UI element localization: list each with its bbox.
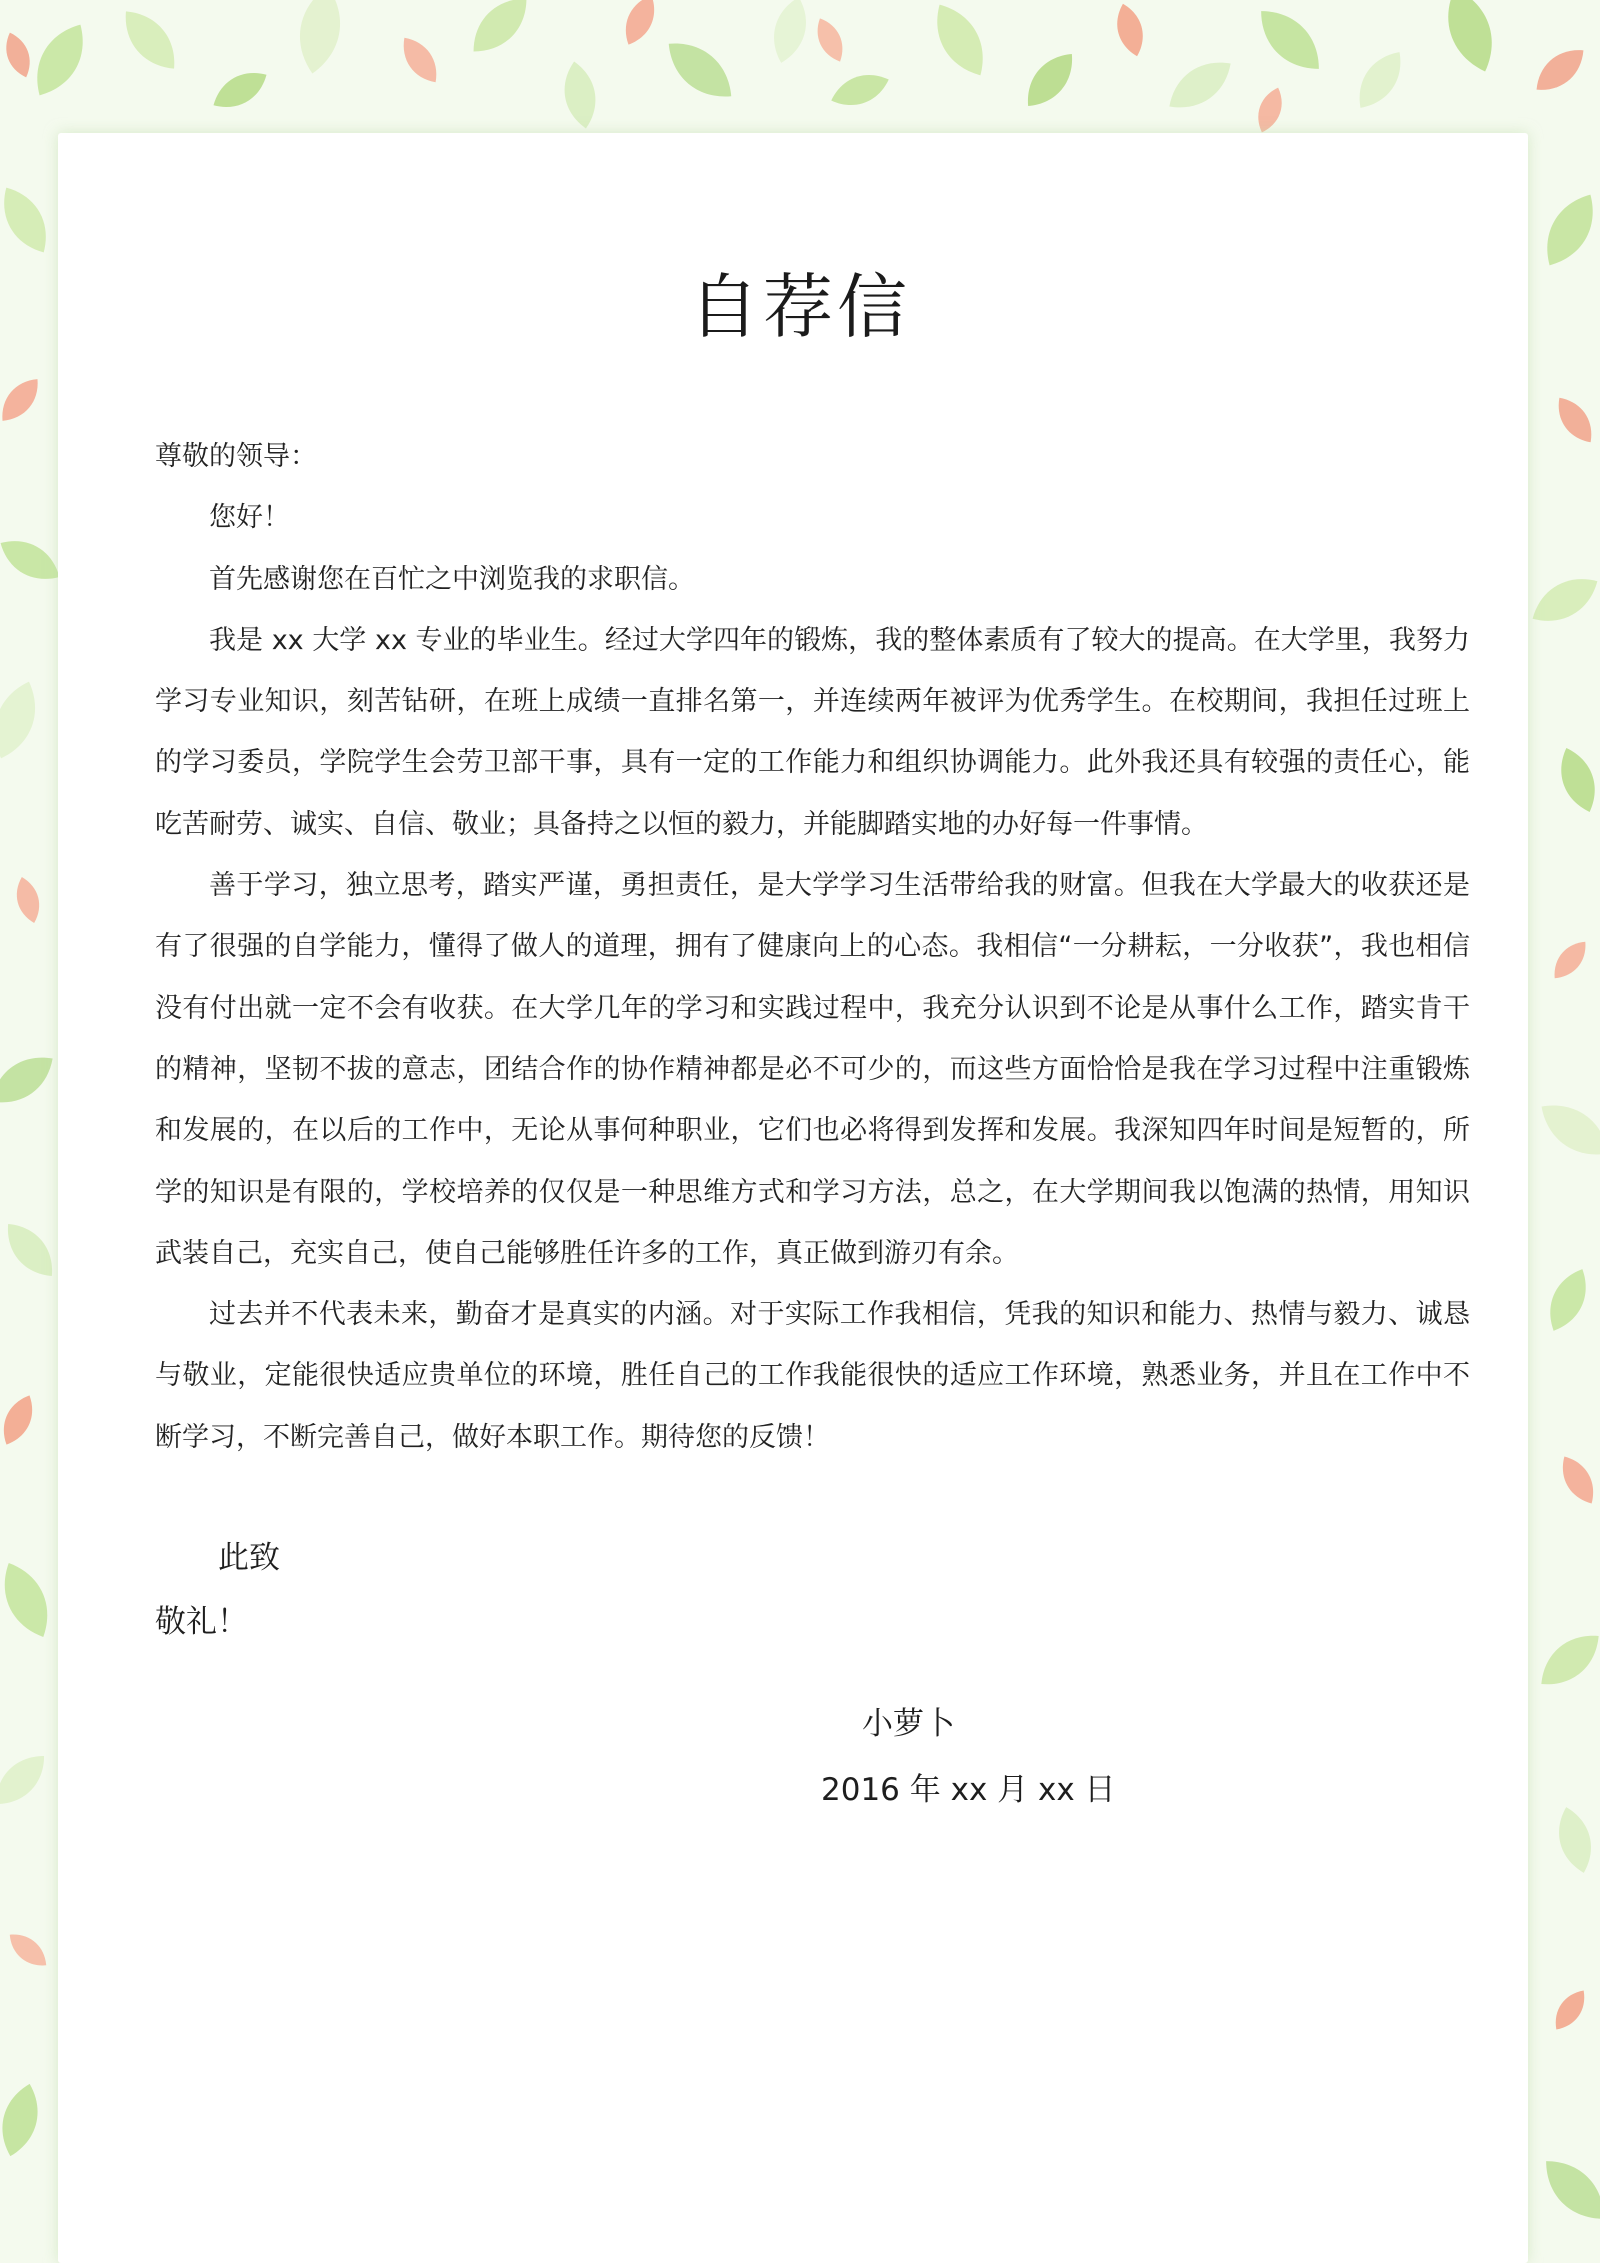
- closing-phrase: 此致: [218, 1540, 280, 1576]
- letter-title: 自荐信: [689, 266, 911, 348]
- greeting: 您好！: [209, 502, 290, 534]
- paragraph-abilities: 善于学习，独立思考，踏实严谨，勇担责任，是大学学习生活带给我的财富。但我在大学最大的收获还是有了很强的自学能力，懂得了做人的道理，拥有了健康向上的心态。我相信“一分耕耘，一分收获”，我也相信没有付出就一定不会有收获。在大学几年的学习和实践过程中，我充分认识到不论是从事什么工作，踏实肯干的精神，坚韧不拔的意志，团结合作的协作精神都是必不可少的，而这些方面恰恰是我在学习过程中注重锻炼和发展的，在以后的工作中，无论从事何种职业，它们也必将得到发挥和发展。我深知四年时间是短暂的，所学的知识是有限的，学校培养的仅仅是一种思维方式和学习方法，总之，在大学期间我以饱满的热情，用知识武装自己，充实自己，使自己能够胜任许多的工作，真正做到游刃有余。: [155, 870, 1470, 1269]
- signature: 小萝卜: [862, 1706, 955, 1742]
- closing-salute: 敬礼！: [155, 1604, 248, 1640]
- paragraph-intro: 首先感谢您在百忙之中浏览我的求职信。: [209, 563, 695, 595]
- paragraph-background: 我是 xx 大学 xx 专业的毕业生。经过大学四年的锻炼，我的整体素质有了较大的提高。在大学里，我努力学习专业知识，刻苦钻研，在班上成绩一直排名第一，并连续两年被评为优秀学生。在校期间，我担任过班上的学习委员，学院学生会劳卫部干事，具有一定的工作能力和组织协调能力。此外我还具有较强的责任心，能吃苦耐劳、诚实、自信、敬业；具备持之以恒的毅力，并能脚踏实地的办好每一件事情。: [155, 624, 1470, 840]
- letter-date: 2016 年 xx 月 xx 日: [821, 1772, 1116, 1808]
- salutation: 尊敬的领导：: [155, 441, 317, 472]
- paragraph-conclusion: 过去并不代表未来，勤奋才是真实的内涵。对于实际工作我相信，凭我的知识和能力、热情与毅力、诚恳与敬业，定能很快适应贵单位的环境，胜任自己的工作我能很快的适应工作环境，熟悉业务，并且在工作中不断学习，不断完善自己，做好本职工作。期待您的反馈！: [155, 1299, 1470, 1453]
- letter-body: [155, 426, 1470, 1468]
